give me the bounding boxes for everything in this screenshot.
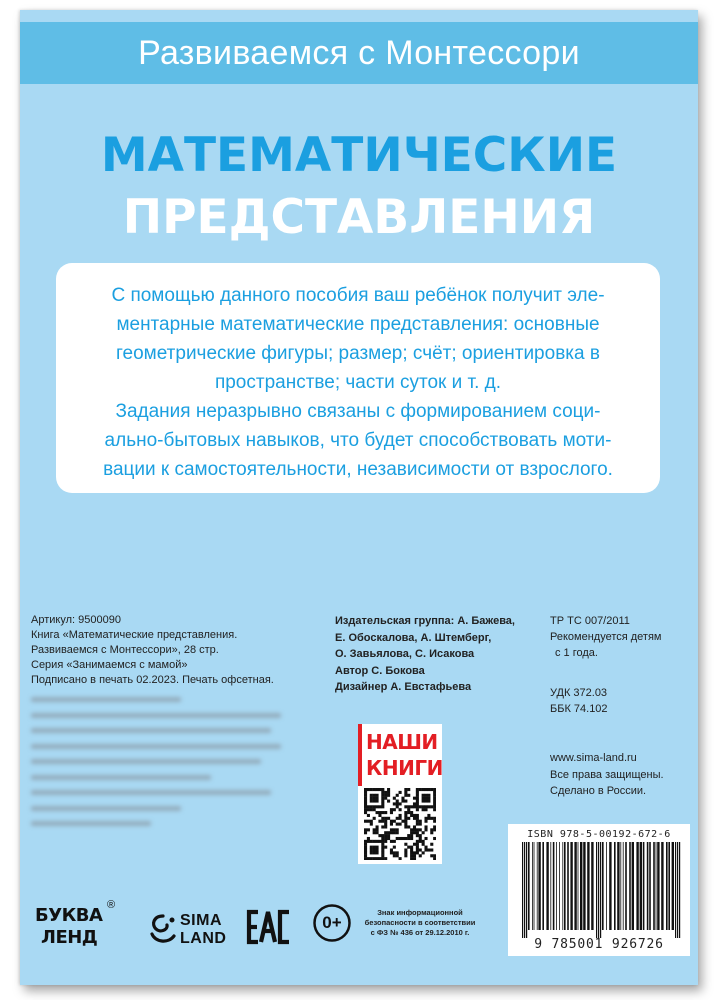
eac-icon xyxy=(246,909,292,945)
book-back-cover xyxy=(20,10,698,985)
series-banner: Развиваемся с Монтессори xyxy=(20,22,698,84)
description-line: ально-бытовых навыков, что будет способствовать моти- xyxy=(104,430,612,451)
description-line: ментарные математические представления: основные xyxy=(116,314,600,335)
website-url: www.sima-land.ru xyxy=(550,752,637,764)
credits-line: О. Завьялова, С. Исакова xyxy=(335,648,475,660)
age-recommendation: с 1 года. xyxy=(555,647,598,659)
made-in-notice: Сделано в России. xyxy=(550,785,647,797)
imprint-line: Развиваемся с Монтессори», 28 стр. xyxy=(31,644,219,656)
sima-land-logo: SIMA LAND xyxy=(148,908,228,952)
classification-codes xyxy=(550,685,608,717)
imprint-line: Книга «Математические представления. xyxy=(31,629,238,641)
imprint-right-bottom xyxy=(550,750,664,800)
udk-code: УДК 372.03 xyxy=(550,687,608,699)
eac-mark xyxy=(246,909,292,945)
nashi-knigi-badge xyxy=(358,724,442,864)
description-line: Задания неразрывно связаны с формированием соци- xyxy=(115,401,601,422)
description-line: вации к самостоятельности, независимости от взрослого. xyxy=(103,459,613,480)
credits-line: Автор С. Бокова xyxy=(335,664,425,677)
description-line: геометрические фигуры; размер; счёт; ориентировка в xyxy=(116,343,600,364)
imprint-middle xyxy=(335,613,515,696)
badge-line-2: КНИГИ xyxy=(366,756,443,780)
imprint-right-top xyxy=(550,613,661,661)
imprint-line: Подписано в печать 02.2023. Печать офсетная. xyxy=(31,674,274,686)
credits-line: Издательская группа: А. Бажева, xyxy=(335,615,515,627)
barcode-icon xyxy=(522,842,682,938)
safety-note: Знак информационной безопасности в соответствии с ФЗ № 436 от 29.12.2010 г. xyxy=(364,908,476,937)
description-line: С помощью данного пособия ваш ребёнок получит эле- xyxy=(111,285,605,306)
sima-land-swirl-icon xyxy=(148,912,178,946)
description-box xyxy=(56,263,660,493)
imprint-left xyxy=(31,613,274,688)
age-rating-badge: 0+ xyxy=(312,903,352,943)
barcode-digits: 9 785001 926726 xyxy=(534,937,664,952)
bbk-code: ББК 74.102 xyxy=(550,703,608,715)
credits-line: Дизайнер А. Евстафьева xyxy=(335,681,472,693)
isbn-number: ISBN 978-5-00192-672-6 xyxy=(527,829,671,840)
badge-line-1: НАШИ xyxy=(366,730,438,754)
title-line-1: МАТЕМАТИЧЕСКИЕ xyxy=(100,128,618,183)
imprint-line: Артикул: 9500090 xyxy=(31,614,121,626)
blurred-publisher-info xyxy=(31,697,301,837)
qr-code-icon xyxy=(364,788,436,860)
imprint-line: Серия «Занимаемся с мамой» xyxy=(31,659,188,671)
credits-line: Е. Обоскалова, А. Штемберг, xyxy=(335,631,492,644)
description-line: пространстве; части суток и т. д. xyxy=(214,372,502,393)
rights-notice: Все права защищены. xyxy=(550,768,664,781)
certification-line: ТР ТС 007/2011 xyxy=(550,615,630,627)
isbn-barcode xyxy=(508,824,690,956)
title-line-2: ПРЕДСТАВЛЕНИЯ xyxy=(122,190,596,245)
bukva-lend-logo: БУКВА ® ЛЕНД xyxy=(35,899,116,948)
age-recommendation: Рекомендуется детям xyxy=(550,631,662,643)
